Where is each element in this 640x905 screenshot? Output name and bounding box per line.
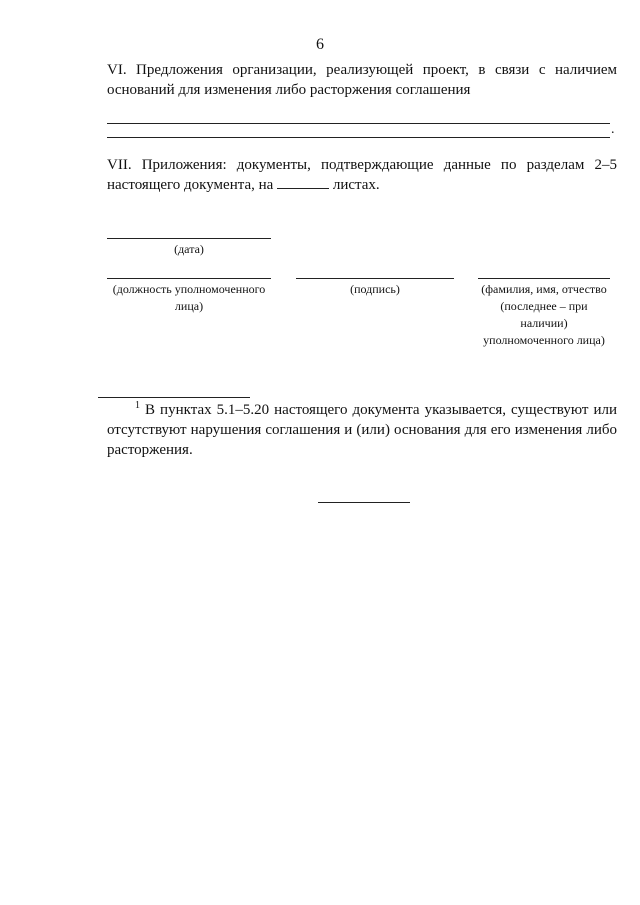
signature-line bbox=[296, 278, 454, 279]
footnote-separator bbox=[98, 397, 250, 398]
date-caption: (дата) bbox=[174, 242, 204, 256]
footnote-text bbox=[107, 400, 617, 460]
pages-count-blank bbox=[277, 175, 329, 189]
position-caption: (должность уполномоченного лица) bbox=[112, 282, 266, 313]
name-caption: (фамилия, имя, отчество (последнее – при наличии) уполномоченного лица) bbox=[481, 282, 607, 347]
section-vi-end-mark: . bbox=[611, 122, 615, 137]
signature-caption: (подпись) bbox=[350, 282, 400, 296]
section-vi-line-1 bbox=[107, 123, 610, 124]
date-line bbox=[107, 238, 271, 239]
end-of-document-line bbox=[318, 502, 410, 503]
footnote-body: В пунктах 5.1–5.20 настоящего документа указывается, существуют или отсутствуют нарушения соглашения и (или) основания для его изменения либо расторжения. bbox=[107, 402, 618, 458]
section-vii-text-before: VII. Приложения: документы, подтверждающие данные по разделам 2–5 настоящего документа, на bbox=[107, 157, 617, 193]
footnote-marker: 1 bbox=[135, 400, 140, 411]
section-vii-text bbox=[107, 155, 617, 195]
position-line bbox=[107, 278, 271, 279]
section-vi-line-2 bbox=[107, 137, 610, 138]
section-vii-text-after: листах. bbox=[332, 177, 380, 193]
section-vi-text: VI. Предложения организации, реализующей проект, в связи с наличием оснований для изменения либо расторжения соглашения bbox=[107, 62, 617, 98]
name-line bbox=[478, 278, 610, 279]
page-number: 6 bbox=[316, 36, 324, 53]
